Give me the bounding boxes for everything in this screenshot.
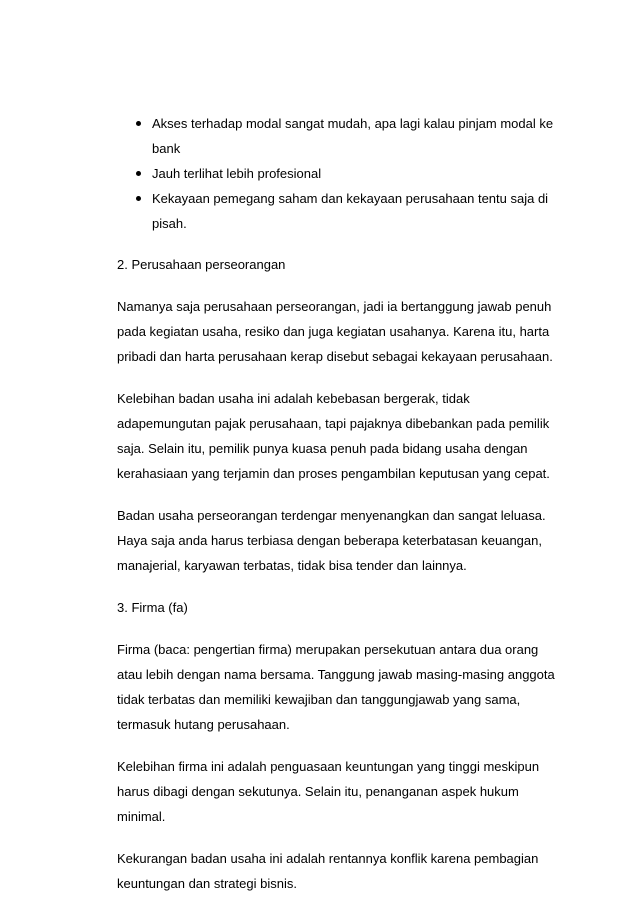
bullet-item: Akses terhadap modal sangat mudah, apa lagi kalau pinjam modal ke bank	[117, 111, 562, 161]
paragraph: Badan usaha perseorangan terdengar menyenangkan dan sangat leluasa. Haya saja anda harus terbiasa dengan beberapa keterbatasan keuangan, manajerial, karyawan terbatas, tidak bisa tender dan lainnya.	[117, 508, 546, 573]
advantages-bullet-list	[117, 111, 562, 236]
paragraph: Firma (baca: pengertian firma) merupakan persekutuan antara dua orang atau lebih dengan nama bersama. Tanggung jawab masing-masing anggota tidak terbatas dan memiliki kewajiban dan tanggungjawab yang sama, termasuk hutang perusahaan.	[117, 642, 555, 732]
section-heading-firma: 3. Firma (fa)	[117, 600, 188, 615]
paragraph: Kelebihan firma ini adalah penguasaan keuntungan yang tinggi meskipun harus dibagi dengan sekutunya. Selain itu, penanganan aspek hukum minimal.	[117, 759, 540, 824]
paragraph: Kekurangan badan usaha ini adalah rentannya konflik karena pembagian keuntungan dan strategi bisnis.	[117, 851, 539, 891]
section-heading-perusahaan-perseorangan: 2. Perusahaan perseorangan	[117, 257, 286, 272]
paragraph: Namanya saja perusahaan perseorangan, jadi ia bertanggung jawab penuh pada kegiatan usaha, resiko dan juga kegiatan usahanya. Karena itu, harta pribadi dan harta perusahaan kerap disebut sebagai kekayaan perusahaan.	[117, 299, 553, 364]
bullet-item: Jauh terlihat lebih profesional	[117, 161, 562, 186]
paragraph: Kelebihan badan usaha ini adalah kebebasan bergerak, tidak adapemungutan pajak perusahaan, tapi pajaknya dibebankan pada pemilik saja. Selain itu, pemilik punya kuasa penuh pada bidang usaha dengan kerahasiaan yang terjamin dan proses pengambilan keputusan yang cepat.	[117, 391, 550, 481]
bullet-item: Kekayaan pemegang saham dan kekayaan perusahaan tentu saja di pisah.	[117, 186, 562, 236]
